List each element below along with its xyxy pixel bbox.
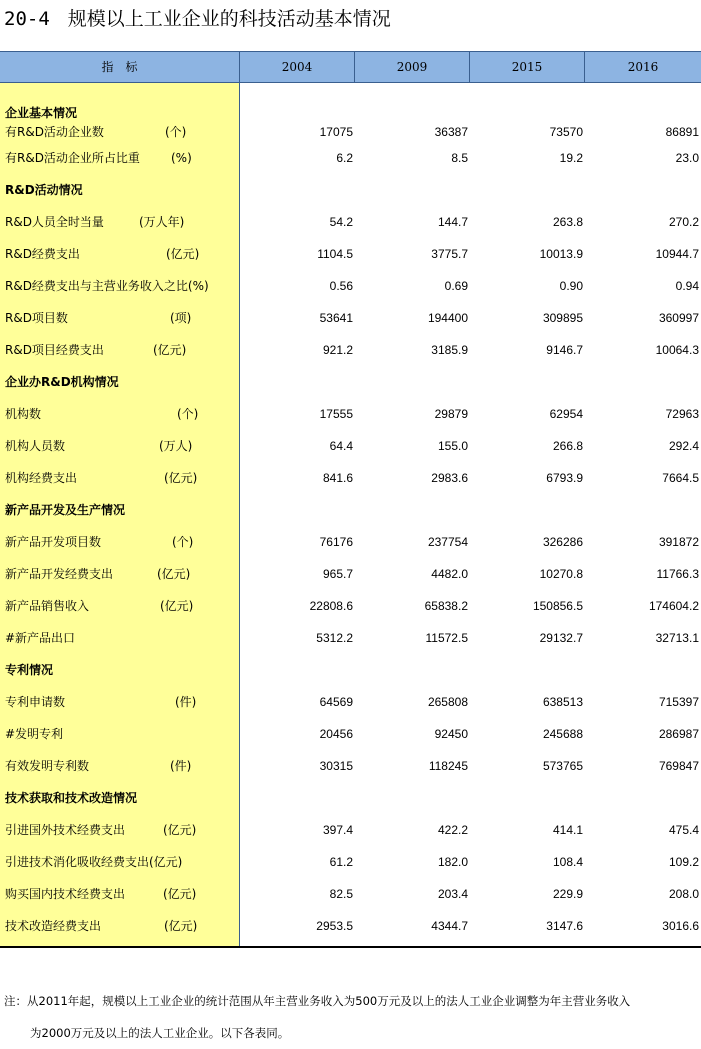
value-cell-2015: 3147.6	[546, 919, 583, 933]
value-cell-2015: 266.8	[552, 439, 583, 453]
row-label: 新产品开发经费支出	[5, 567, 114, 581]
row-label: 购买国内技术经费支出	[5, 887, 126, 901]
table-header	[0, 51, 701, 83]
row-unit: (项)	[170, 311, 192, 325]
value-cell-2009: 4482.0	[431, 567, 468, 581]
value-cell-2015: 73570	[549, 125, 583, 139]
value-cell-2004: 61.2	[329, 855, 353, 869]
section-title: 技术获取和技术改造情况	[5, 791, 138, 805]
row-unit: (万人)	[159, 439, 193, 453]
value-cell-2016: 769847	[658, 759, 699, 773]
value-cell-2009: 265808	[427, 695, 468, 709]
table-row	[0, 212, 701, 232]
value-cell-2015: 62954	[549, 407, 583, 421]
value-cell-2009: 155.0	[437, 439, 468, 453]
value-cell-2009: 194400	[427, 311, 468, 325]
table-row	[0, 340, 701, 360]
row-label: 引进国外技术经费支出	[5, 823, 126, 837]
value-cell-2015: 414.1	[552, 823, 583, 837]
value-cell-2004: 64569	[319, 695, 353, 709]
value-cell-2015: 108.4	[552, 855, 583, 869]
row-label: 引进技术消化吸收经费支出(亿元)	[5, 855, 183, 869]
table-row	[0, 308, 701, 328]
section-title: 新产品开发及生产情况	[5, 503, 126, 517]
value-cell-2009: 3185.9	[431, 343, 468, 357]
table-row	[0, 532, 701, 552]
table-row	[0, 564, 701, 584]
value-cell-2015: 263.8	[552, 215, 583, 229]
table-row	[0, 436, 701, 456]
table-row	[0, 724, 701, 744]
value-cell-2016: 10064.3	[655, 343, 699, 357]
value-cell-2009: 3775.7	[431, 247, 468, 261]
value-cell-2016: 715397	[658, 695, 699, 709]
section-row	[0, 372, 701, 392]
table-row	[0, 756, 701, 776]
value-cell-2009: 0.69	[444, 279, 468, 293]
value-cell-2009: 4344.7	[431, 919, 468, 933]
row-unit: (亿元)	[153, 343, 187, 357]
row-label: 有效发明专利数	[5, 759, 90, 773]
value-cell-2009: 144.7	[437, 215, 468, 229]
section-row	[0, 103, 701, 123]
row-unit: (亿元)	[163, 823, 197, 837]
value-cell-2015: 10270.8	[539, 567, 583, 581]
value-cell-2016: 174604.2	[648, 599, 699, 613]
row-label: 专利申请数	[5, 695, 66, 709]
value-cell-2009: 118245	[428, 759, 468, 773]
row-unit: (亿元)	[163, 887, 197, 901]
value-cell-2004: 5312.2	[316, 631, 353, 645]
header-year-2004: 2004	[240, 52, 355, 82]
value-cell-2004: 965.7	[322, 567, 353, 581]
table-row	[0, 628, 701, 648]
value-cell-2004: 1104.5	[317, 247, 353, 261]
value-cell-2009: 65838.2	[424, 599, 468, 613]
table-row	[0, 884, 701, 904]
value-cell-2004: 64.4	[329, 439, 353, 453]
row-unit: (个)	[172, 535, 194, 549]
value-cell-2016: 270.2	[668, 215, 699, 229]
value-cell-2015: 309895	[542, 311, 583, 325]
row-unit: (亿元)	[164, 919, 198, 933]
row-label: 技术改造经费支出	[5, 919, 102, 933]
value-cell-2015: 10013.9	[539, 247, 583, 261]
value-cell-2015: 29132.7	[539, 631, 583, 645]
table-row	[0, 468, 701, 488]
value-cell-2016: 391872	[658, 535, 699, 549]
value-cell-2016: 0.94	[675, 279, 699, 293]
value-cell-2009: 8.5	[451, 151, 468, 165]
value-cell-2015: 245688	[542, 727, 583, 741]
row-label: 有R&D活动企业所占比重	[5, 151, 140, 165]
header-year-2016: 2016	[627, 60, 659, 74]
row-label: 机构数	[5, 407, 42, 421]
value-cell-2009: 11572.5	[425, 631, 468, 645]
value-cell-2016: 292.4	[668, 439, 699, 453]
table-row	[0, 692, 701, 712]
section-row	[0, 180, 701, 200]
footnote	[4, 985, 701, 1049]
value-cell-2016: 11766.3	[656, 567, 699, 581]
row-unit: (亿元)	[160, 599, 194, 613]
section-row	[0, 500, 701, 520]
section-row	[0, 788, 701, 808]
value-cell-2004: 17555	[319, 407, 353, 421]
section-title: 企业办R&D机构情况	[5, 375, 119, 389]
table-row	[0, 820, 701, 840]
section-row	[0, 660, 701, 680]
section-title: 专利情况	[5, 663, 54, 677]
value-cell-2009: 36387	[434, 125, 468, 139]
row-label: 机构经费支出	[5, 471, 78, 485]
header-year-2009: 2009	[355, 52, 470, 82]
value-cell-2016: 10944.7	[655, 247, 699, 261]
value-cell-2009: 29879	[434, 407, 468, 421]
table-row	[0, 244, 701, 264]
footnote-line-1: 注：从2011年起，规模以上工业企业的统计范围从年主营业务收入为500万元及以上的法人工业企业调整为年主营业务收入	[4, 994, 631, 1008]
value-cell-2015: 9146.7	[546, 343, 583, 357]
row-label: R&D人员全时当量	[5, 215, 104, 229]
value-cell-2015: 150856.5	[532, 599, 583, 613]
value-cell-2004: 76176	[319, 535, 353, 549]
value-cell-2009: 203.4	[437, 887, 468, 901]
table-row	[0, 596, 701, 616]
value-cell-2015: 326286	[542, 535, 583, 549]
row-unit: (件)	[170, 759, 192, 773]
row-unit: (个)	[177, 407, 199, 421]
row-label: 有R&D活动企业数	[5, 125, 104, 139]
value-cell-2004: 30315	[319, 759, 353, 773]
table-row	[0, 276, 701, 296]
value-cell-2004: 82.5	[329, 887, 353, 901]
value-cell-2009: 2983.6	[431, 471, 468, 485]
row-label: #新产品出口	[5, 631, 76, 645]
value-cell-2004: 841.6	[322, 471, 353, 485]
value-cell-2004: 397.4	[322, 823, 353, 837]
value-cell-2004: 6.2	[336, 151, 353, 165]
value-cell-2009: 182.0	[437, 855, 468, 869]
row-label: R&D项目数	[5, 311, 68, 325]
value-cell-2015: 229.9	[552, 887, 583, 901]
row-label: #发明专利	[5, 727, 64, 741]
value-cell-2016: 7664.5	[662, 471, 699, 485]
row-unit: (万人年)	[139, 215, 185, 229]
value-cell-2004: 0.56	[329, 279, 353, 293]
value-cell-2004: 53641	[319, 311, 353, 325]
value-cell-2016: 3016.6	[662, 919, 699, 933]
value-cell-2004: 17075	[319, 125, 353, 139]
table-title	[4, 4, 391, 34]
value-cell-2004: 54.2	[329, 215, 353, 229]
value-cell-2015: 0.90	[559, 279, 583, 293]
header-year-2015: 2015	[470, 52, 585, 82]
row-unit: (个)	[165, 125, 187, 139]
row-label: 新产品开发项目数	[5, 535, 102, 549]
row-unit: (件)	[175, 695, 197, 709]
header-indicator: 指 标	[0, 52, 240, 82]
row-unit: (亿元)	[157, 567, 191, 581]
value-cell-2016: 72963	[665, 407, 699, 421]
table-title-text: 规模以上工业企业的科技活动基本情况	[67, 8, 391, 30]
row-unit: (%)	[171, 151, 192, 165]
value-cell-2016: 109.2	[668, 855, 699, 869]
value-cell-2016: 23.0	[675, 151, 699, 165]
value-cell-2015: 6793.9	[546, 471, 583, 485]
row-label: R&D经费支出与主营业务收入之比(%)	[5, 279, 209, 293]
row-label: R&D项目经费支出	[5, 343, 104, 357]
table-number: 20-4	[4, 8, 50, 30]
value-cell-2016: 32713.1	[655, 631, 699, 645]
value-cell-2016: 360997	[658, 311, 699, 325]
value-cell-2015: 573765	[542, 759, 583, 773]
row-unit: (亿元)	[166, 247, 200, 261]
value-cell-2009: 92450	[434, 727, 468, 741]
value-cell-2009: 422.2	[437, 823, 468, 837]
section-title: 企业基本情况	[5, 106, 78, 120]
value-cell-2015: 19.2	[559, 151, 583, 165]
value-cell-2015: 638513	[542, 695, 583, 709]
row-label: R&D经费支出	[5, 247, 80, 261]
row-label: 新产品销售收入	[5, 599, 90, 613]
table-row	[0, 852, 701, 872]
value-cell-2016: 475.4	[668, 823, 699, 837]
value-cell-2004: 22808.6	[309, 599, 353, 613]
footnote-line-2: 为2000万元及以上的法人工业企业。以下各表同。	[30, 1026, 290, 1040]
value-cell-2009: 237754	[427, 535, 468, 549]
value-cell-2016: 86891	[665, 125, 699, 139]
table-row	[0, 148, 701, 168]
table-bottom-rule	[0, 946, 701, 948]
table-row	[0, 404, 701, 424]
row-label: 机构人员数	[5, 439, 66, 453]
value-cell-2004: 20456	[319, 727, 353, 741]
table-row	[0, 916, 701, 936]
value-cell-2004: 2953.5	[316, 919, 353, 933]
table-row	[0, 122, 701, 142]
value-cell-2004: 921.2	[322, 343, 353, 357]
section-title: R&D活动情况	[5, 183, 83, 197]
row-unit: (亿元)	[164, 471, 198, 485]
value-cell-2016: 208.0	[668, 887, 699, 901]
value-cell-2016: 286987	[658, 727, 699, 741]
